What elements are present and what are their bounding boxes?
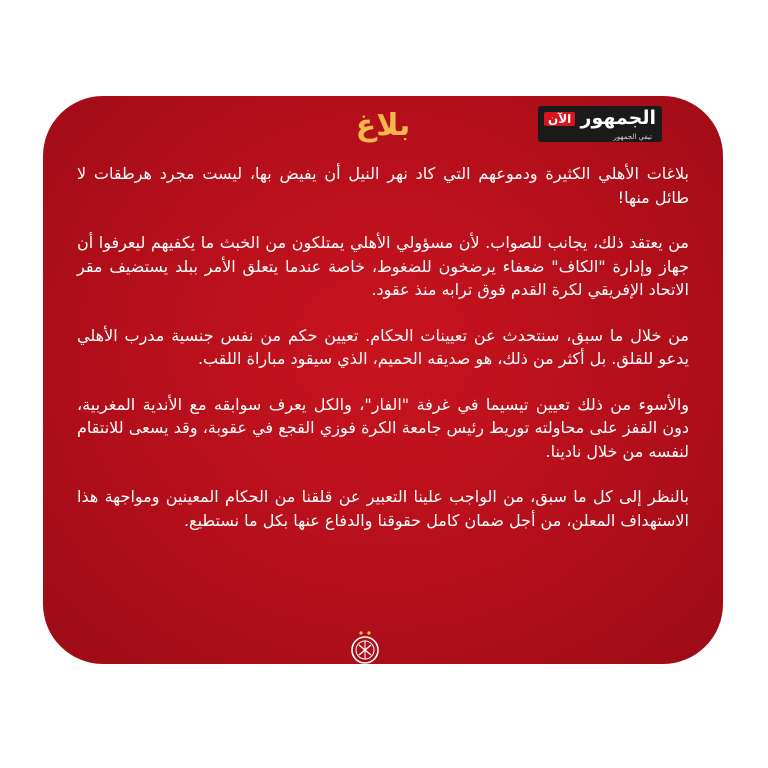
paragraph-2: من يعتقد ذلك، يجانب للصواب. لأن مسؤولي الأهلي يمتلكون من الخبث ما يكفيهم ليعرفوا أن جهاز وإدارة "الكاف" ضعفاء يرضخون للضغوط، خاصة عندما يتعلق الأمر ببلد يستضيف مقر الاتحاد الإفريقي لكرة القدم فوق ترابه منذ عقود.: [77, 233, 689, 299]
watermark-logo: [538, 106, 662, 142]
statement-body: [77, 162, 689, 554]
watermark-name: الجمهور: [580, 107, 656, 129]
statement-card: [43, 96, 723, 664]
paragraph-3: من خلال ما سبق، سنتحدث عن تعيينات الحكام. تعيين حكم من نفس جنسية مدرب الأهلي يدعو للقلق. بل أكثر من ذلك، هو صديقه الحميم، الذي سيقود مباراة اللقب.: [77, 325, 689, 368]
club-crest-icon: [345, 630, 385, 666]
paragraph-4: والأسوء من ذلك تعيين تيسيما في غرفة "الفار"، والكل يعرف سوابقه مع الأندية المغربية، دون القفز على محاولته توريط رئيس جامعة الكرة فوزي القجع في عقوبة، وقد يسعى للانتقام لنفسه من خلال نادينا.: [77, 394, 689, 461]
watermark-tagline: تيفي الجمهور: [613, 133, 652, 141]
watermark-badge: الآن: [544, 112, 575, 126]
paragraph-1: بلاغات الأهلي الكثيرة ودموعهم التي كاد نهر النيل أن يفيض بها، ليست مجرد هرطقات لا طائل منها!: [77, 164, 689, 207]
statement-title: بلاغ: [355, 108, 411, 143]
paragraph-5: بالنظر إلى كل ما سبق، من الواجب علينا التعبير عن قلقنا من الحكام المعينين ومواجهة هذا الاستهداف المعلن، من أجل ضمان كامل حقوقنا والدفاع عنها بكل ما نستطيع.: [77, 487, 689, 530]
